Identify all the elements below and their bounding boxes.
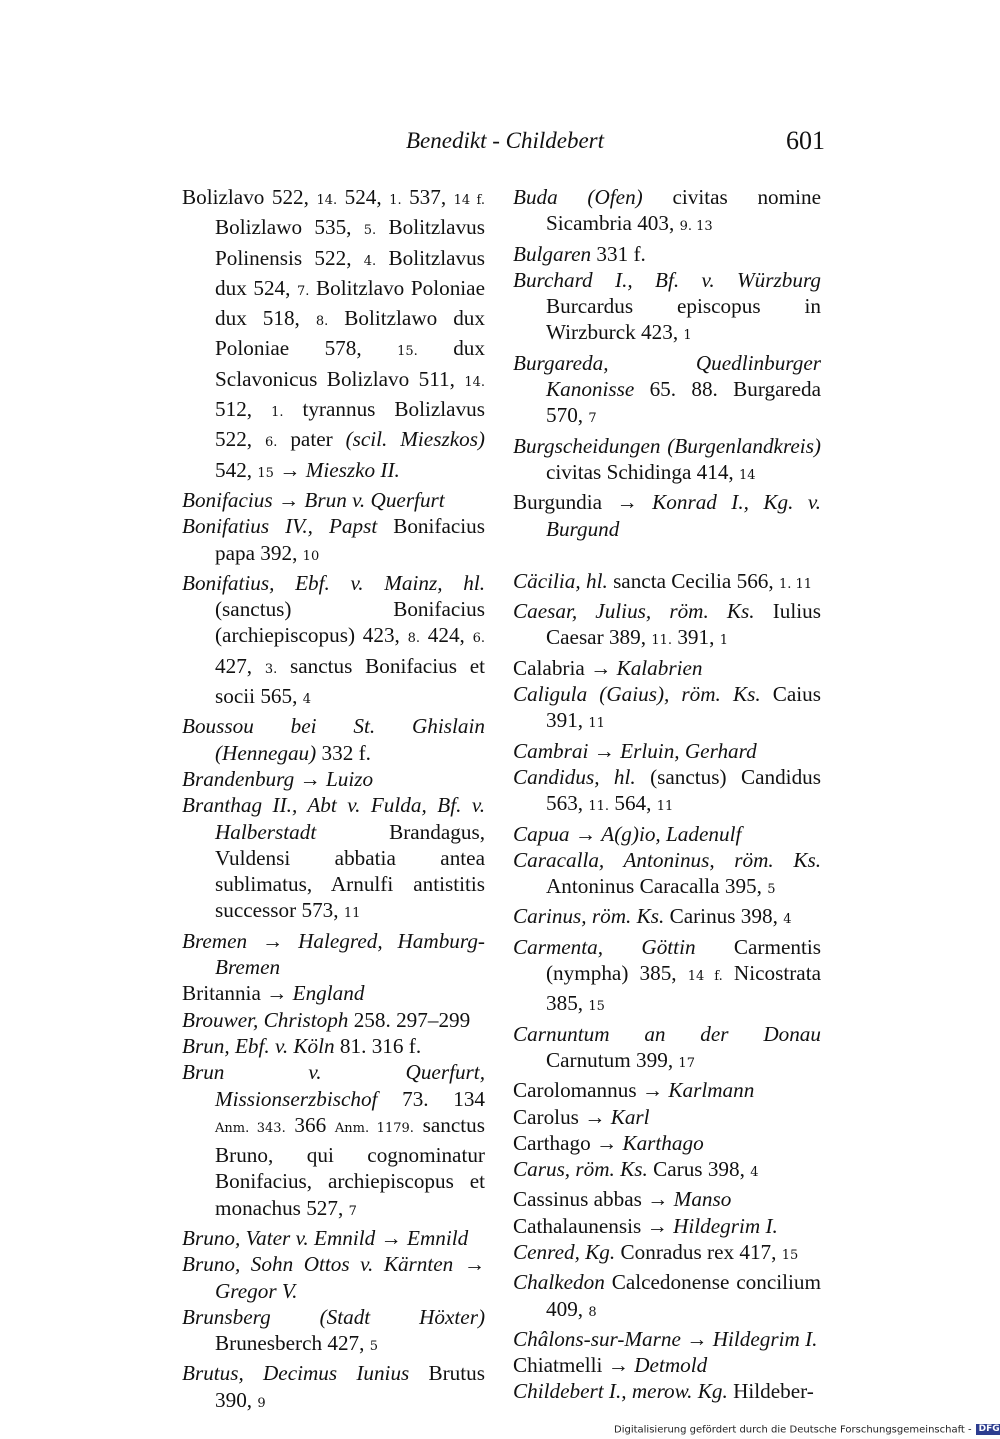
entry-text: Bonifacius papa 392, — [215, 514, 486, 565]
entry-text: Carmentis (nympha) 385, — [546, 934, 821, 986]
line-reference: 14 f. — [687, 969, 723, 985]
dfg-logo: DFG — [976, 1424, 1000, 1435]
entry-text: Brandagus, Vuldensi abbatia antea sublimatus, Arnulfi antistitis successor 573, — [215, 819, 485, 923]
index-column-right — [513, 184, 821, 1405]
index-entry — [182, 713, 485, 766]
index-entry — [513, 764, 821, 821]
entry-heading: Hildegrim I. — [712, 1326, 818, 1351]
entry-text: 542, — [215, 457, 258, 482]
entry-heading: Bruno, Sohn Ottos v. Kärnten — [182, 1252, 454, 1277]
entry-text: Bolitzlavus Polinensis 522, — [215, 215, 486, 270]
entry-text: Conradus rex 417, — [615, 1239, 782, 1264]
entry-text: Burcardus episcopus in Wirzburck 423, — [546, 294, 821, 345]
entry-heading: (scil. Mieszkos) — [345, 427, 485, 452]
entry-heading: Châlons-sur-Marne — [513, 1326, 681, 1351]
entry-heading: Brutus, Decimus Iunius — [182, 1361, 410, 1386]
entry-text: Bolitzlavus dux 524, — [215, 245, 485, 300]
entry-heading: Brunsberg (Stadt Höxter) — [182, 1304, 485, 1329]
entry-heading: Emnild — [407, 1225, 469, 1250]
entry-heading: Erluin, Gerhard — [620, 738, 757, 763]
index-entry — [513, 1130, 821, 1156]
index-entry — [182, 1033, 485, 1059]
entry-text: civitas Schidinga 414, — [546, 459, 740, 484]
line-reference: 4 — [302, 692, 311, 708]
index-entry — [513, 598, 821, 655]
entry-text: (sanctus) Bonifacius (archiepiscopus) 423, — [215, 597, 485, 648]
line-reference: 15 — [257, 465, 274, 481]
line-reference: 6. — [265, 435, 278, 451]
index-entry — [513, 1213, 821, 1239]
index-entry — [182, 184, 485, 487]
entry-text: Bolitzlawo dux Poloniae 578, — [215, 306, 485, 361]
entry-heading: Brouwer, Christoph — [182, 1007, 349, 1032]
index-entry — [513, 681, 821, 738]
line-reference: 11 — [343, 906, 361, 922]
index-entry — [513, 241, 821, 267]
line-reference: 1 — [683, 328, 692, 344]
entry-heading: Caracalla, Antoninus, röm. Ks. — [513, 847, 821, 872]
line-reference: 11. — [651, 633, 673, 649]
entry-text: Carolus → — [513, 1104, 611, 1129]
line-reference: 7. — [297, 283, 310, 299]
entry-text: Bolitzlavo Poloniae dux 518, — [215, 275, 485, 331]
entry-heading: Branthag II., Abt v. Fulda, Bf. v. Halberstadt — [182, 793, 485, 844]
line-reference: 8 — [588, 1304, 597, 1320]
footer-credit — [614, 1424, 1000, 1436]
index-entry — [513, 1156, 821, 1186]
entry-heading: Bremen — [182, 928, 248, 953]
line-reference: 6. — [472, 631, 486, 647]
entry-text: 81. 316 f. — [334, 1033, 422, 1058]
entry-heading: Burgareda, Quedlinburger Kanonisse — [513, 350, 821, 402]
entry-heading: Cenred, Kg. — [513, 1239, 616, 1264]
entry-text: → — [453, 1252, 486, 1277]
index-entry — [182, 487, 485, 513]
index-entry — [513, 934, 821, 1021]
entry-heading: Bruno, Vater v. Emnild — [182, 1225, 376, 1250]
entry-heading: Caesar, Julius, röm. Ks. — [513, 599, 755, 624]
entry-text: → — [375, 1225, 407, 1250]
line-reference: 7 — [588, 411, 597, 427]
entry-heading: Karlmann — [668, 1078, 755, 1103]
entry-text: Chiatmelli → — [513, 1353, 635, 1378]
line-reference: 11 — [656, 799, 674, 815]
entry-text: Cathalaunensis → — [513, 1213, 674, 1238]
entry-text: → — [569, 821, 602, 846]
entry-text: Nicostrata 385, — [546, 961, 822, 1016]
entry-text: Bolizlavo 522, — [182, 185, 317, 209]
line-reference: Anm. 343. — [215, 1120, 286, 1136]
entry-text: Britannia → — [182, 981, 293, 1006]
index-entry — [182, 513, 485, 570]
entry-heading: Candidus, hl. — [513, 764, 636, 789]
entry-heading: Gregor V. — [215, 1278, 298, 1303]
entry-text: Carthago → — [513, 1130, 623, 1155]
entry-heading: Chalkedon — [513, 1270, 605, 1295]
index-entry — [513, 847, 821, 904]
entry-text: sanctus Bonifacius et socii 565, — [215, 653, 485, 709]
index-entry — [513, 267, 821, 350]
entry-heading: Karl — [610, 1104, 650, 1129]
index-entry — [182, 1304, 485, 1361]
entry-text: Calcedonense concilium 409, — [546, 1270, 821, 1321]
entry-text: Carnutum 399, — [546, 1047, 679, 1072]
entry-text: 424, — [420, 623, 473, 648]
index-entry — [513, 1378, 821, 1404]
index-entry — [513, 655, 821, 681]
index-entry — [513, 568, 821, 598]
line-reference: 5. — [363, 223, 377, 239]
index-entry — [513, 433, 821, 490]
line-reference: 14 f. — [453, 193, 486, 208]
line-reference: 5 — [369, 1339, 379, 1355]
entry-text: → — [588, 738, 621, 763]
index-entry — [182, 1059, 485, 1225]
entry-text: Burgundia → — [513, 490, 653, 515]
entry-text: Calabria → — [513, 655, 617, 680]
entry-text: 65. 88. Burgareda 570, — [546, 377, 821, 428]
entry-heading: Konrad I., Kg. v. Burgund — [546, 490, 821, 541]
entry-text: → — [273, 457, 306, 482]
line-reference: 8. — [407, 631, 421, 647]
index-entry — [513, 184, 821, 241]
entry-heading: Brun v. Querfurt, Missionserzbischof — [182, 1060, 485, 1111]
entry-heading: A(g)io, Ladenulf — [601, 821, 742, 846]
page-number: 601 — [786, 126, 825, 155]
entry-heading: Carinus, röm. Ks. — [513, 904, 665, 929]
footer-text: Digitalisierung gefördert durch die Deutsche Forschungsgemeinschaft - — [614, 1424, 972, 1436]
entry-text: 512, — [215, 397, 272, 422]
line-reference: 10 — [302, 548, 320, 564]
index-entry — [513, 1352, 821, 1378]
entry-heading: Bulgaren — [513, 241, 592, 266]
index-entry — [513, 821, 821, 847]
line-reference: 15 — [588, 999, 605, 1015]
entry-text: 564, — [609, 791, 657, 816]
line-reference: 4 — [783, 912, 792, 928]
entry-heading: Caligula (Gaius), röm. Ks. — [513, 682, 761, 707]
entry-text: (sanctus) Candidus 563, — [546, 764, 822, 816]
line-reference: 17 — [678, 1055, 695, 1071]
line-reference: 1. — [271, 405, 284, 421]
index-entry — [513, 489, 821, 542]
entry-text: Iulius Caesar 389, — [546, 599, 821, 650]
line-reference: 14. — [464, 374, 485, 390]
index-entry — [513, 350, 821, 433]
entry-text: civitas nomine Sicambria 403, — [546, 185, 821, 236]
index-entry — [182, 928, 485, 981]
line-reference: 7 — [348, 1203, 357, 1219]
entry-text: 391, — [672, 625, 720, 650]
index-entry — [513, 1077, 821, 1103]
entry-heading: Cäcilia, hl. — [513, 568, 608, 593]
entry-text: Brutus 390, — [215, 1361, 485, 1412]
entry-text: Antoninus Caracalla 395, — [546, 874, 768, 899]
line-reference: 14. — [316, 193, 338, 208]
entry-heading: Karthago — [622, 1130, 704, 1155]
index-entry — [182, 766, 485, 792]
entry-heading: Carmenta, Göttin — [513, 934, 696, 959]
entry-text: Cassinus abbas → — [513, 1187, 674, 1212]
entry-text: 427, — [215, 653, 265, 678]
entry-heading: Detmold — [634, 1353, 708, 1378]
entry-heading: Capua — [513, 821, 570, 846]
entry-text: pater — [277, 427, 346, 452]
entry-text: sanctus Bruno, qui cognominatur Bonifacius, archiepiscopus et monachus 527, — [215, 1112, 485, 1220]
entry-text: Bolizlawo 535, — [215, 215, 364, 240]
entry-heading: Cambrai — [513, 738, 589, 763]
index-entry — [182, 792, 485, 927]
section-gap — [513, 542, 821, 568]
entry-heading: England — [292, 981, 365, 1006]
entry-text: Caius 391, — [546, 682, 821, 733]
index-entry — [513, 738, 821, 764]
index-entry — [182, 980, 485, 1006]
entry-heading: Buda (Ofen) — [513, 185, 643, 209]
index-column-left — [182, 184, 485, 1417]
entry-text: Hildeber- — [727, 1379, 814, 1404]
line-reference: 14 — [739, 467, 756, 483]
line-reference: 9 — [257, 1395, 266, 1411]
index-entry — [513, 1326, 821, 1352]
line-reference: Anm. 1179. — [334, 1120, 414, 1136]
line-reference: 1 — [719, 633, 728, 649]
running-head-title: Benedikt - Childebert — [406, 128, 604, 153]
line-reference: 11. — [588, 799, 610, 815]
index-entry — [182, 1225, 485, 1251]
entry-heading: Halegred, Hamburg-Bremen — [215, 928, 485, 980]
entry-text: dux Sclavonicus Bolizlavo 511, — [215, 336, 485, 391]
entry-heading: Bonifatius IV., Papst — [182, 514, 378, 539]
index-entry — [513, 1239, 821, 1269]
entry-text: Carus 398, — [647, 1157, 751, 1182]
entry-text: → — [272, 487, 305, 512]
index-entry — [182, 570, 485, 713]
index-entry — [182, 1251, 485, 1304]
entry-text: 73. 134 — [377, 1086, 485, 1111]
line-reference: 4 — [750, 1165, 759, 1181]
entry-text: tyrannus Bolizlavus 522, — [215, 397, 486, 452]
entry-heading: Boussou bei St. Ghislain (Hennegau) — [182, 714, 485, 765]
index-entry — [513, 1186, 821, 1212]
entry-heading: Burchard I., Bf. v. Würzburg — [513, 267, 821, 292]
index-entry — [513, 1104, 821, 1130]
index-entry — [182, 1007, 485, 1033]
entry-heading: Carus, röm. Ks. — [513, 1157, 648, 1182]
line-reference: 11 — [588, 716, 605, 732]
index-entry — [513, 1269, 821, 1326]
entry-heading: Mieszko II. — [305, 457, 400, 482]
entry-text: 332 f. — [316, 740, 371, 765]
line-reference: 15 — [781, 1247, 799, 1263]
entry-text: 537, — [401, 185, 454, 209]
entry-text: → — [247, 928, 299, 953]
entry-heading: Brun v. Querfurt — [304, 487, 445, 512]
entry-heading: Burgscheidungen (Burgenlandkreis) — [513, 433, 821, 458]
line-reference: 5 — [767, 882, 776, 898]
entry-heading: Kalabrien — [616, 655, 703, 680]
entry-text: 258. 297–299 — [348, 1007, 471, 1032]
entry-heading: Childebert I., merow. Kg. — [513, 1379, 728, 1404]
entry-text: 331 f. — [591, 241, 646, 266]
line-reference: 8. — [315, 314, 329, 330]
entry-text: Carolomannus → — [513, 1078, 669, 1103]
line-reference: 15. — [397, 344, 418, 360]
entry-text: → — [294, 766, 326, 791]
line-reference: 9. 13 — [679, 219, 713, 235]
entry-text: Carinus 398, — [664, 904, 784, 929]
entry-heading: Luizo — [326, 766, 374, 791]
entry-heading: Bonifacius — [182, 487, 273, 512]
index-entry — [513, 1021, 821, 1078]
entry-heading: Brun, Ebf. v. Köln — [182, 1033, 335, 1058]
index-entry — [182, 1360, 485, 1417]
entry-text: 524, — [337, 185, 390, 209]
entry-heading: Bonifatius, Ebf. v. Mainz, hl. — [182, 570, 485, 595]
line-reference: 4. — [363, 253, 377, 269]
entry-text: sancta Cecilia 566, — [607, 568, 779, 593]
index-entry — [513, 903, 821, 933]
line-reference: 3. — [264, 661, 278, 677]
entry-heading: Manso — [673, 1187, 732, 1212]
entry-heading: Carnuntum an der Donau — [513, 1021, 821, 1046]
entry-text: Brunesberch 427, — [215, 1331, 370, 1356]
entry-heading: Brandenburg — [182, 766, 295, 791]
line-reference: 1. — [389, 193, 402, 208]
line-reference: 1. 11 — [778, 576, 813, 592]
entry-heading: Hildegrim I. — [673, 1213, 778, 1238]
entry-text: 366 — [285, 1112, 335, 1137]
entry-text: → — [680, 1326, 713, 1351]
